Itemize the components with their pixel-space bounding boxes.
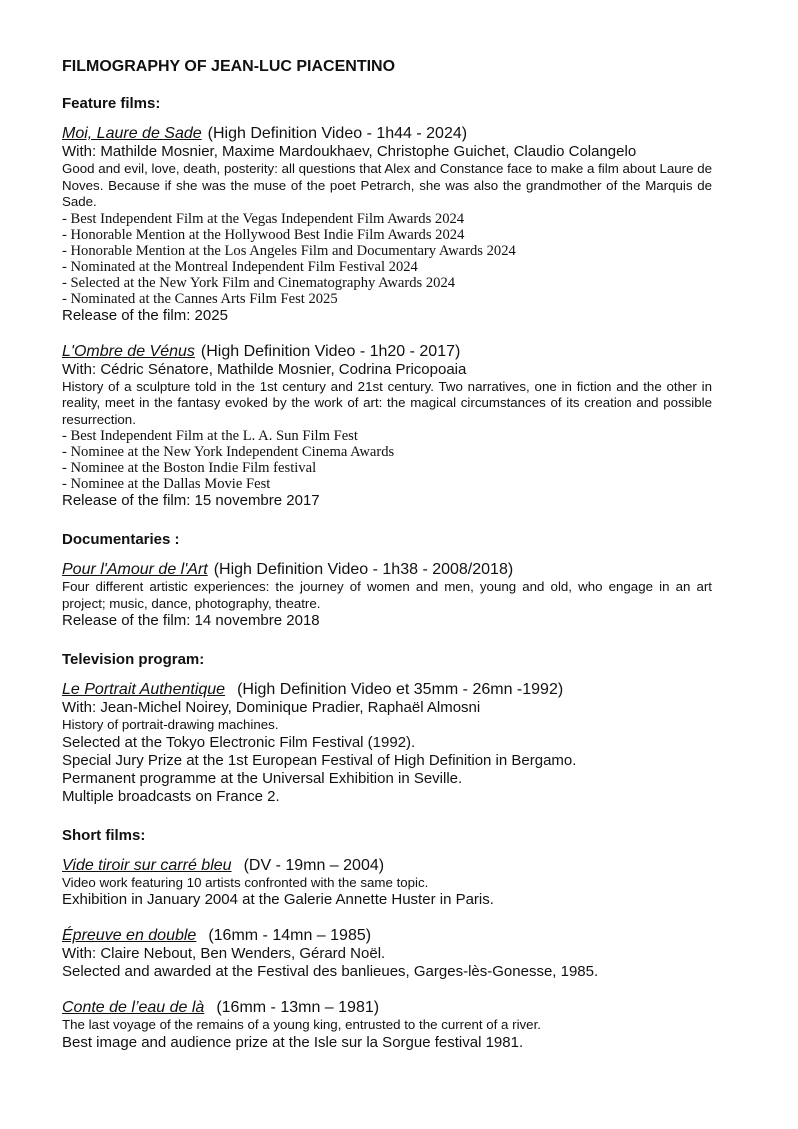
award-item: - Nominee at the New York Independent Cinema Awards bbox=[62, 444, 395, 460]
film-title: Conte de l’eau de là bbox=[62, 999, 205, 1016]
film-header bbox=[62, 999, 712, 1017]
section-heading: Documentaries : bbox=[62, 531, 180, 548]
film-header bbox=[62, 561, 712, 579]
film-title: Moi, Laure de Sade bbox=[62, 125, 202, 142]
page-title: FILMOGRAPHY OF JEAN-LUC PIACENTINO bbox=[62, 58, 396, 75]
film-entry bbox=[62, 857, 712, 910]
film-title: L'Ombre de Vénus bbox=[62, 342, 195, 360]
film-note: Best image and audience prize at the Isle sur la Sorgue festival 1981. bbox=[62, 1033, 524, 1051]
film-entry bbox=[62, 343, 712, 511]
award-item: - Honorable Mention at the Los Angeles Film and Documentary Awards 2024 bbox=[62, 242, 516, 259]
film-note: Special Jury Prize at the 1st European Festival of High Definition in Bergamo. bbox=[62, 751, 577, 769]
film-title: Pour l'Amour de l'Art bbox=[62, 561, 208, 578]
film-cast: With: Jean-Michel Noirey, Dominique Pradier, Raphaël Almosni bbox=[62, 699, 481, 716]
section-heading: Feature films: bbox=[62, 95, 161, 112]
sections-container bbox=[62, 94, 712, 1052]
film-cast: With: Mathilde Mosnier, Maxime Mardoukhaev, Christophe Guichet, Claudio Colangelo bbox=[62, 143, 637, 160]
film-entry bbox=[62, 681, 712, 806]
film-meta: (High Definition Video - 1h20 - 2017) bbox=[200, 342, 461, 360]
film-note: Release of the film: 15 novembre 2017 bbox=[62, 492, 320, 509]
section bbox=[62, 94, 712, 510]
film-synopsis: Video work featuring 10 artists confronted with the same topic. bbox=[62, 874, 429, 890]
film-note: Exhibition in January 2004 at the Galerie Annette Huster in Paris. bbox=[62, 891, 494, 908]
film-title: Vide tiroir sur carré bleu bbox=[62, 856, 232, 874]
film-header bbox=[62, 681, 712, 699]
film-cast: With: Claire Nebout, Ben Wenders, Gérard Noël. bbox=[62, 945, 386, 962]
section bbox=[62, 650, 712, 806]
award-item: - Selected at the New York Film and Cinematography Awards 2024 bbox=[62, 274, 456, 291]
film-entry bbox=[62, 125, 712, 325]
film-note: Multiple broadcasts on France 2. bbox=[62, 787, 280, 805]
film-meta: (High Definition Video et 35mm - 26mn -1992) bbox=[237, 681, 564, 698]
film-synopsis: History of a sculpture told in the 1st century and 21st century. Two narratives, one in fiction and the other in reality, meet in the fantasy evoked by the work of art: the magical circumstances of its creation and possible resurrection. bbox=[62, 378, 712, 427]
film-meta: (DV - 19mn – 2004) bbox=[243, 856, 385, 874]
film-entry bbox=[62, 999, 712, 1052]
award-item: - Nominee at the Boston Indie Film festival bbox=[62, 460, 317, 476]
film-header bbox=[62, 927, 712, 945]
award-item: - Nominated at the Montreal Independent Film Festival 2024 bbox=[62, 258, 418, 275]
film-header bbox=[62, 343, 712, 361]
section-heading: Short films: bbox=[62, 826, 146, 844]
film-note: Selected at the Tokyo Electronic Film Festival (1992). bbox=[62, 733, 416, 751]
award-item: - Nominee at the Dallas Movie Fest bbox=[62, 476, 271, 492]
film-synopsis: The last voyage of the remains of a young king, entrusted to the current of a river. bbox=[62, 1017, 541, 1032]
filmography-document bbox=[62, 57, 712, 1070]
film-entry bbox=[62, 927, 712, 981]
section-heading: Television program: bbox=[62, 651, 205, 668]
film-entry bbox=[62, 561, 712, 630]
film-meta: (High Definition Video - 1h38 - 2008/2018) bbox=[213, 561, 514, 578]
award-item: - Best Independent Film at the Vegas Independent Film Awards 2024 bbox=[62, 210, 465, 227]
film-note: Selected and awarded at the Festival des banlieues, Garges-lès-Gonesse, 1985. bbox=[62, 963, 599, 980]
film-title: Épreuve en double bbox=[62, 927, 197, 944]
award-item: - Nominated at the Cannes Arts Film Fest 2025 bbox=[62, 290, 338, 307]
film-title: Le Portrait Authentique bbox=[62, 681, 226, 698]
film-meta: (16mm - 14mn – 1985) bbox=[208, 927, 372, 944]
film-synopsis: History of portrait-drawing machines. bbox=[62, 717, 279, 732]
award-item: - Honorable Mention at the Hollywood Best Indie Film Awards 2024 bbox=[62, 226, 465, 243]
film-header bbox=[62, 125, 712, 143]
film-note: Permanent programme at the Universal Exhibition in Seville. bbox=[62, 769, 463, 787]
section bbox=[62, 530, 712, 630]
film-meta: (High Definition Video - 1h44 - 2024) bbox=[207, 125, 468, 142]
film-synopsis: Good and evil, love, death, posterity: all questions that Alex and Constance face to make a film about Laure de Noves. Because if she was the muse of the poet Petrarch, she was also the grandmother of the Marquis de Sade. bbox=[62, 161, 712, 209]
film-meta: (16mm - 13mn – 1981) bbox=[216, 999, 380, 1016]
film-note: Release of the film: 14 novembre 2018 bbox=[62, 612, 320, 629]
award-item: - Best Independent Film at the L. A. Sun Film Fest bbox=[62, 428, 358, 444]
film-note: Release of the film: 2025 bbox=[62, 306, 228, 324]
film-cast: With: Cédric Sénatore, Mathilde Mosnier, Codrina Pricopoaia bbox=[62, 360, 467, 378]
film-synopsis: Four different artistic experiences: the journey of women and men, young and old, who engage in an art project; music, dance, photography, theatre. bbox=[62, 579, 712, 611]
film-header bbox=[62, 857, 712, 875]
section bbox=[62, 826, 712, 1052]
